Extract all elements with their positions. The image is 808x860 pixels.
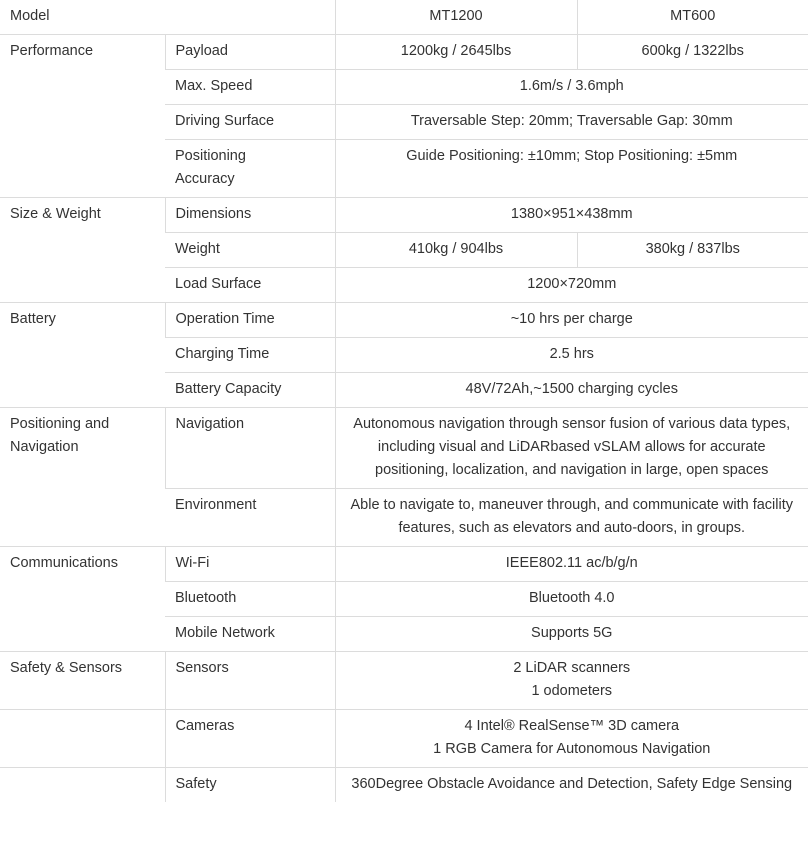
category-label-line: Navigation (10, 439, 79, 455)
category-performance: Performance (0, 35, 165, 198)
value-wifi: IEEE802.11 ac/b/g/n (335, 547, 808, 582)
feature-bluetooth: Bluetooth (165, 582, 335, 617)
feature-sensors: Sensors (165, 652, 335, 710)
value-navigation: Autonomous navigation through sensor fusion of various data types, including visual and LiDARbased vSLAM allows for accurate positioning, localization, and navigation in large, open spaces (335, 408, 808, 489)
feature-weight: Weight (165, 233, 335, 268)
table-row (0, 408, 808, 489)
value-charging-time: 2.5 hrs (335, 338, 808, 373)
value-driving-surface: Traversable Step: 20mm; Traversable Gap: 30mm (335, 105, 808, 140)
value-load-surface: 1200×720mm (335, 268, 808, 303)
feature-load-surface: Load Surface (165, 268, 335, 303)
feature-label-line: Accuracy (175, 171, 235, 187)
value-weight-mt1200: 410kg / 904lbs (335, 233, 577, 268)
category-empty-cell (0, 768, 165, 803)
table-row (0, 768, 808, 803)
category-label-line: Positioning and (10, 416, 110, 432)
feature-wifi: Wi-Fi (165, 547, 335, 582)
value-bluetooth: Bluetooth 4.0 (335, 582, 808, 617)
table-row (0, 303, 808, 338)
feature-navigation: Navigation (165, 408, 335, 489)
category-battery: Battery (0, 303, 165, 408)
table-row (0, 35, 808, 70)
feature-label-line: Positioning (175, 148, 246, 164)
model-header-label: Model (10, 8, 50, 24)
table-row (0, 198, 808, 233)
value-cameras (335, 710, 808, 768)
value-safety: 360Degree Obstacle Avoidance and Detection, Safety Edge Sensing (335, 768, 808, 803)
feature-max-speed: Max. Speed (165, 70, 335, 105)
value-payload-mt600: 600kg / 1322lbs (577, 35, 808, 70)
category-positioning-navigation (0, 408, 165, 547)
feature-safety: Safety (165, 768, 335, 803)
value-battery-capacity: 48V/72Ah,~1500 charging cycles (335, 373, 808, 408)
feature-mobile-network: Mobile Network (165, 617, 335, 652)
value-line: 1 RGB Camera for Autonomous Navigation (433, 741, 711, 757)
category-size-weight: Size & Weight (0, 198, 165, 303)
feature-operation-time: Operation Time (165, 303, 335, 338)
feature-driving-surface: Driving Surface (165, 105, 335, 140)
value-positioning-accuracy: Guide Positioning: ±10mm; Stop Positioning: ±5mm (335, 140, 808, 198)
value-mobile-network: Supports 5G (335, 617, 808, 652)
value-dimensions: 1380×951×438mm (335, 198, 808, 233)
feature-positioning-accuracy (165, 140, 335, 198)
category-empty-cell (0, 710, 165, 768)
value-operation-time: ~10 hrs per charge (335, 303, 808, 338)
value-payload-mt1200: 1200kg / 2645lbs (335, 35, 577, 70)
value-environment: Able to navigate to, maneuver through, and communicate with facility features, such as elevators and auto-doors, in groups. (335, 489, 808, 547)
feature-cameras: Cameras (165, 710, 335, 768)
feature-charging-time: Charging Time (165, 338, 335, 373)
feature-dimensions: Dimensions (165, 198, 335, 233)
category-communications: Communications (0, 547, 165, 652)
value-line: 2 LiDAR scanners (513, 660, 631, 676)
table-row (0, 547, 808, 582)
value-weight-mt600: 380kg / 837lbs (577, 233, 808, 268)
header-row (0, 0, 808, 35)
value-sensors (335, 652, 808, 710)
value-line: 1 odometers (531, 683, 613, 699)
feature-payload: Payload (165, 35, 335, 70)
model-header-mt600: MT600 (577, 0, 808, 35)
table-row (0, 710, 808, 768)
category-safety-sensors: Safety & Sensors (0, 652, 165, 710)
model-header-mt1200: MT1200 (335, 0, 577, 35)
table-row (0, 652, 808, 710)
feature-battery-capacity: Battery Capacity (165, 373, 335, 408)
feature-environment: Environment (165, 489, 335, 547)
value-max-speed: 1.6m/s / 3.6mph (335, 70, 808, 105)
value-line: 4 Intel® RealSense™ 3D camera (464, 718, 680, 734)
